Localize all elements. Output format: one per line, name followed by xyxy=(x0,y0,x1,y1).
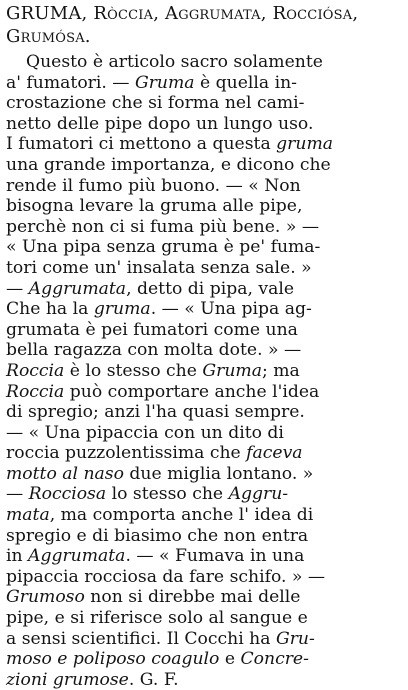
entry-line: « Una pipa senza gruma è pe' fuma- xyxy=(6,237,321,258)
entry-line: — Aggrumata, detto di pipa, vale xyxy=(6,278,295,299)
entry-heading xyxy=(6,2,404,48)
entry-line: Che ha la gruma. — « Una pipa ag- xyxy=(6,299,312,320)
entry-line: bisogna levare la gruma alle pipe, xyxy=(6,196,303,217)
entry-line: motto al naso due miglia lontano. » xyxy=(6,463,314,484)
entry-line: a sensi scientifici. Il Cocchi ha Gru- xyxy=(6,628,315,649)
headword-grumosa: Grumósa. xyxy=(6,26,91,47)
headword-roccia: Ròccia, xyxy=(93,3,160,24)
entry-line: spregio e di biasimo che non entra xyxy=(6,525,309,546)
entry-line: pipaccia rocciosa da fare schifo. » — xyxy=(6,566,326,587)
entry-line: Roccia può comportare anche l'idea xyxy=(6,381,320,402)
entry-line: Grumoso non si direbbe mai delle xyxy=(6,587,301,608)
entry-line: netto delle pipe dopo un lungo uso. xyxy=(6,113,314,134)
entry-line: zioni grumose. G. F. xyxy=(6,669,179,690)
entry-line: Questo è articolo sacro solamente xyxy=(26,52,323,72)
entry-line: mata, ma comporta anche l' idea di xyxy=(6,505,314,526)
entry-line: pipe, e si riferisce solo al sangue e xyxy=(6,608,308,629)
entry-line: di spregio; anzi l'ha quasi sempre. xyxy=(6,402,305,423)
entry-line: a' fumatori. — Gruma è quella in- xyxy=(6,72,297,93)
entry-line: roccia puzzolentissima che faceva xyxy=(6,443,303,464)
entry-line: tori come un' insalata senza sale. » xyxy=(6,257,312,278)
entry-line: perchè non ci si fuma più bene. » — xyxy=(6,216,320,237)
entry-line: bella ragazza con molta dote. » — xyxy=(6,340,302,361)
entry-line: grumata è pei fumatori come una xyxy=(6,319,298,340)
headword-rocciosa: Rocciósa, xyxy=(272,3,359,24)
headword-aggrumata: Aggrumata, xyxy=(165,3,267,24)
entry-body xyxy=(6,52,404,690)
entry-line: una grande importanza, e dicono che xyxy=(6,154,331,175)
entry-line: Roccia è lo stesso che Gruma; ma xyxy=(6,360,300,381)
entry-line: I fumatori ci mettono a questa gruma xyxy=(6,134,333,155)
entry-line: in Aggrumata. — « Fumava in una xyxy=(6,546,305,567)
entry-line: — « Una pipaccia con un dito di xyxy=(6,422,284,443)
headword-gruma: GRUMA, xyxy=(6,3,88,24)
entry-line: rende il fumo più buono. — « Non xyxy=(6,175,301,196)
entry-line: — Rocciosa lo stesso che Aggru- xyxy=(6,484,289,505)
entry-line: moso e poliposo coagulo e Concre- xyxy=(6,649,309,670)
entry-line: crostazione che si forma nel cami- xyxy=(6,93,305,114)
